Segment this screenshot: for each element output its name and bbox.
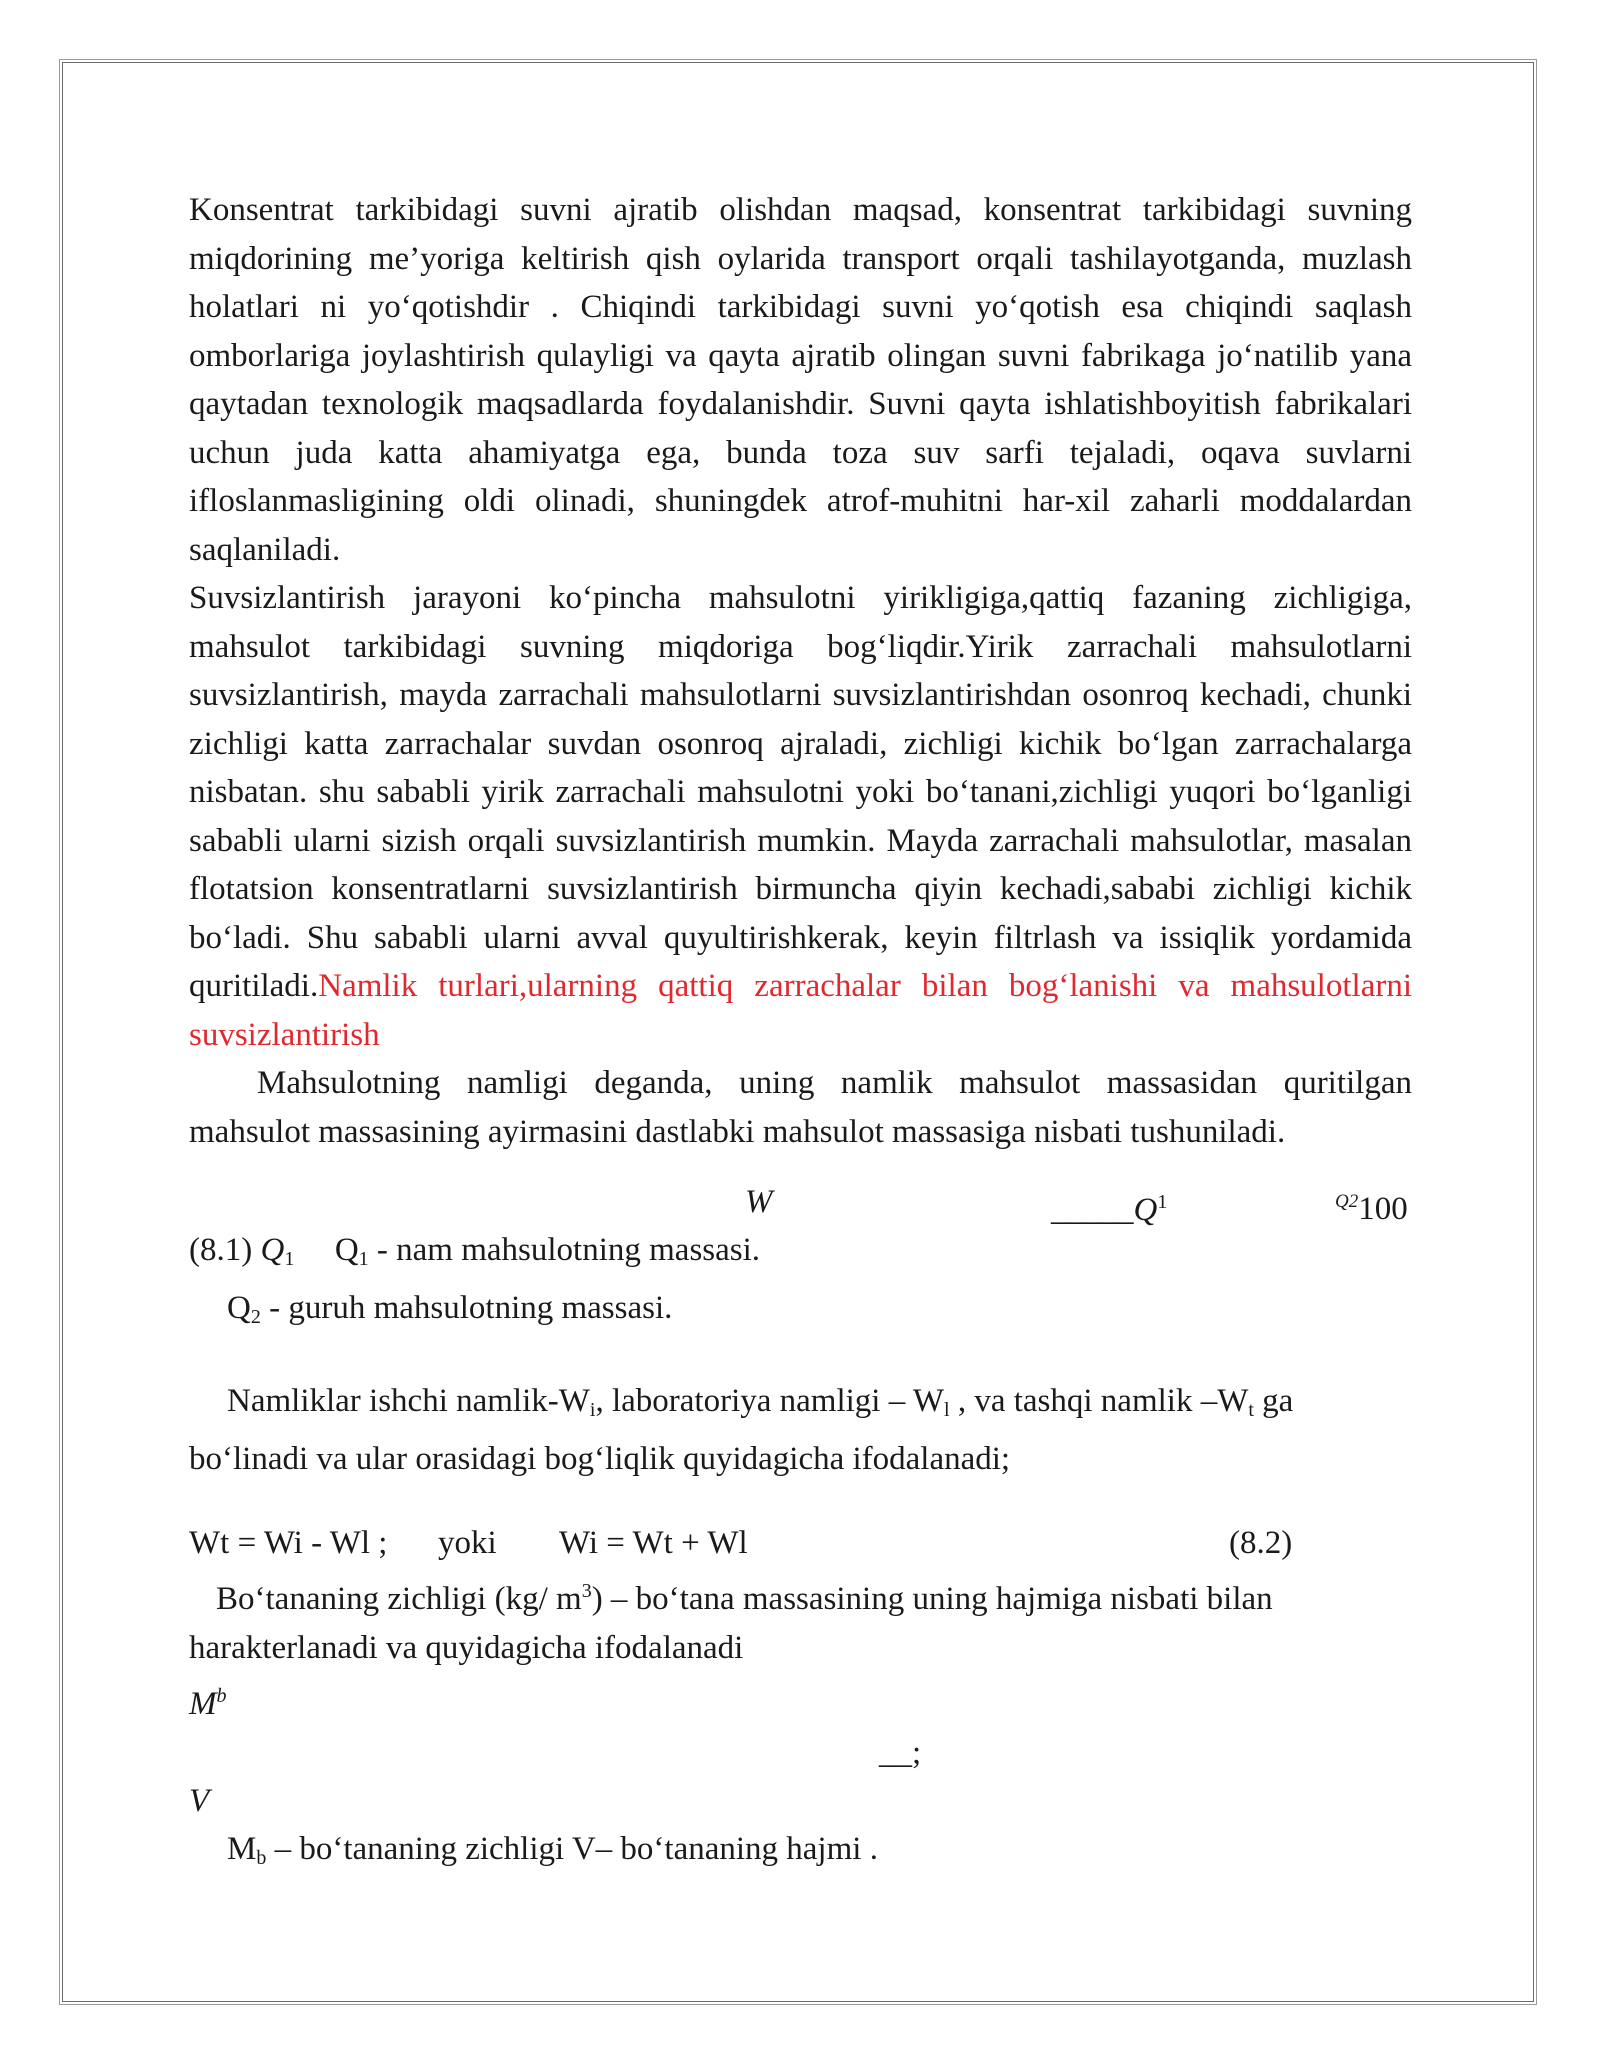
paragraph-purpose: Konsentrat tarkibidagi suvni ajratib olishdan maqsad, konsentrat tarkibidagi suvning miqdorining me’yoriga keltirish qish oylarida transport orqali tashilayotganda, muzlash holatlari ni yo‘qotishdir . Chiqindi tarkibidagi suvni yo‘qotish esa chiqindi saqlash omborlariga joylashtirish qulayligi va qayta ajratib olingan suvni fabrikaga jo‘natilib yana qaytadan texnologik maqsadlarda foydalanishdir. Suvni qayta ishlatishboyitish fabrikalari uchun juda katta ahamiyatga ega, bunda toza suv sarfi tejaladi, oqava suvlarni ifloslanmasligining oldi olinadi, shuningdek atrof-muhitni har-xil zaharli moddalardan saqlaniladi.: [189, 192, 1412, 568]
formula-number-8-2: (8.2): [1229, 1525, 1293, 1561]
document-body: [189, 186, 1412, 1883]
formula-number-8-1: (8.1): [189, 1232, 253, 1268]
paragraph-moisture-types-line2: bo‘linadi va ular orasidagi bog‘liqlik quyidagicha ifodalanadi;: [189, 1440, 1011, 1477]
formula-density-fraction: [189, 1729, 1412, 1777]
formula-density-denominator: V: [189, 1782, 210, 1819]
paragraph-dewatering-text: Suvsizlantirish jarayoni ko‘pincha mahsulotni yirikligiga,qattiq fazaning zichligiga, mahsulot tarkibidagi suvning miqdoriga bog‘liqdir.Yirik zarrachali mahsulotlarni suvsizlantirish, mayda zarrachali mahsulotlarni suvsizlantirishdan osonroq kechadi, chunki zichligi katta zarrachalar suvdan osonroq ajraladi, zichligi kichik bo‘lgan zarrachalarga nisbatan. shu sababli yirik zarrachali mahsulotni yoki bo‘tanani,zichligi yuqori bo‘lganligi sababli ularni sizish orqali suvsizlantirish mumkin. Mayda zarrachali mahsulotlar, masalan flotatsion konsentratlarni suvsizlantirish birmuncha qiyin kechadi,sababi zichligi kichik bo‘ladi. Shu sababli ularni avval quyultirishkerak, keyin filtrlash va issiqlik yordamida quritiladi.: [189, 580, 1412, 1004]
formula-8-2: [189, 1519, 1412, 1567]
formula-8-2-left: Wt = Wi - Wl ;: [189, 1525, 388, 1561]
formula-8-2-right: Wi = Wt + Wl: [559, 1525, 748, 1561]
definition-density: $M_b$ – bo‘tananing zichligi V– bo‘tananing hajmi .: [227, 1831, 878, 1869]
formula-q2-100: $^{Q2}$100: [1335, 1191, 1408, 1227]
section-heading-red: Namlik turlari,ularning qattiq zarrachalar bilan bog‘lanishi va mahsulotlarni suvsizlantirish: [189, 968, 1412, 1053]
definition-q2: $Q_2$ - guruh mahsulotning massasi.: [227, 1289, 673, 1328]
formula-w: W: [745, 1184, 773, 1220]
formula-8-1-line2: (8.1) $Q_1$ $Q_1$ - nam mahsulotning massasi.: [189, 1232, 761, 1270]
definition-q1: $Q_1$ - nam mahsulotning massasi.: [334, 1232, 761, 1270]
formula-fraction-line: $\_\_\_\_\_Q^1$: [1051, 1191, 1168, 1228]
formula-8-2-yoki: yoki: [438, 1525, 497, 1561]
paragraph-moisture-types: Namliklar ishchi namlik-$W_i$, laboratoriya namligi – $W_l$ , va tashqi namlik $-W_t$ ga: [227, 1383, 1294, 1421]
paragraph-moisture-definition: Mahsulotning namligi deganda, uning namlik mahsulot massasidan quritilgan mahsulot massasining ayirmasini dastlabki mahsulot massasiga nisbati tushuniladi.: [189, 1065, 1412, 1150]
paragraph-density-line2: harakterlanadi va quyidagicha ifodalanadi: [189, 1629, 744, 1666]
formula-q1: Q: [260, 1232, 285, 1268]
formula-density-line: __;: [879, 1734, 922, 1771]
paragraph-dewatering: [189, 574, 1412, 1059]
formula-density-numerator: $M^b$: [189, 1685, 227, 1722]
paragraph-density: Bo‘tananing zichligi (kg/ $m^3$) – bo‘tana massasining uning hajmiga nisbati bilan: [216, 1580, 1273, 1617]
formula-8-1-line1: [189, 1178, 1412, 1226]
